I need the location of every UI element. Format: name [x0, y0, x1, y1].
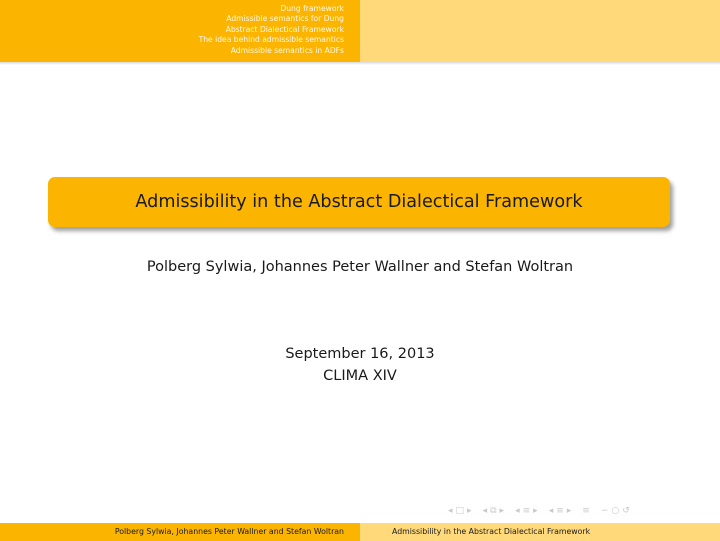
footer: [0, 523, 720, 541]
align-icon[interactable]: ≡: [582, 506, 590, 516]
zoom-icon[interactable]: ○: [611, 506, 620, 516]
next-section-icon[interactable]: ▸: [533, 506, 538, 516]
header-shadow: [0, 62, 720, 65]
nav-section-idea-admissible[interactable]: The idea behind admissible semantics: [198, 35, 344, 45]
conference-name: CLIMA XIV: [323, 368, 397, 384]
next-subsection-icon[interactable]: ▸: [499, 506, 505, 516]
footer-title: Admissibility in the Abstract Dialectical Framework: [360, 523, 720, 541]
header-bar: [0, 0, 720, 62]
next-frame-icon[interactable]: ▸: [467, 506, 472, 516]
nav-section-admissible-semantics-dung[interactable]: Admissible semantics for Dung: [226, 14, 344, 24]
search-icon[interactable]: ∽: [600, 506, 609, 516]
authors: Polberg Sylwia, Johannes Peter Wallner and Stefan Woltran: [146, 259, 574, 275]
section-navigation: [0, 0, 360, 62]
presentation-title: Admissibility in the Abstract Dialectical Framework: [135, 192, 583, 212]
footer-authors: Polberg Sylwia, Johannes Peter Wallner and Stefan Woltran: [0, 523, 360, 541]
prev-document-icon[interactable]: ◂: [548, 506, 554, 516]
next-document-icon[interactable]: ▸: [566, 506, 572, 516]
nav-section-dung-framework[interactable]: Dung framework: [280, 4, 344, 13]
document-icon[interactable]: ≡: [556, 506, 564, 516]
navigation-symbols: [448, 505, 630, 517]
nav-section-admissible-adfs[interactable]: Admissible semantics in ADFs: [230, 45, 344, 55]
title-box: [48, 177, 670, 227]
subsection-icon[interactable]: ⧉: [490, 506, 497, 516]
nav-section-adf[interactable]: Abstract Dialectical Framework: [225, 24, 344, 34]
header-right-panel: [360, 0, 720, 62]
undo-icon[interactable]: ↺: [622, 506, 630, 516]
prev-section-icon[interactable]: ◂: [515, 506, 520, 516]
frame-icon[interactable]: □: [455, 506, 465, 516]
prev-frame-icon[interactable]: ◂: [448, 506, 453, 516]
section-icon[interactable]: ≡: [522, 506, 531, 516]
presentation-date: September 16, 2013: [285, 346, 435, 362]
prev-subsection-icon[interactable]: ◂: [482, 506, 488, 516]
